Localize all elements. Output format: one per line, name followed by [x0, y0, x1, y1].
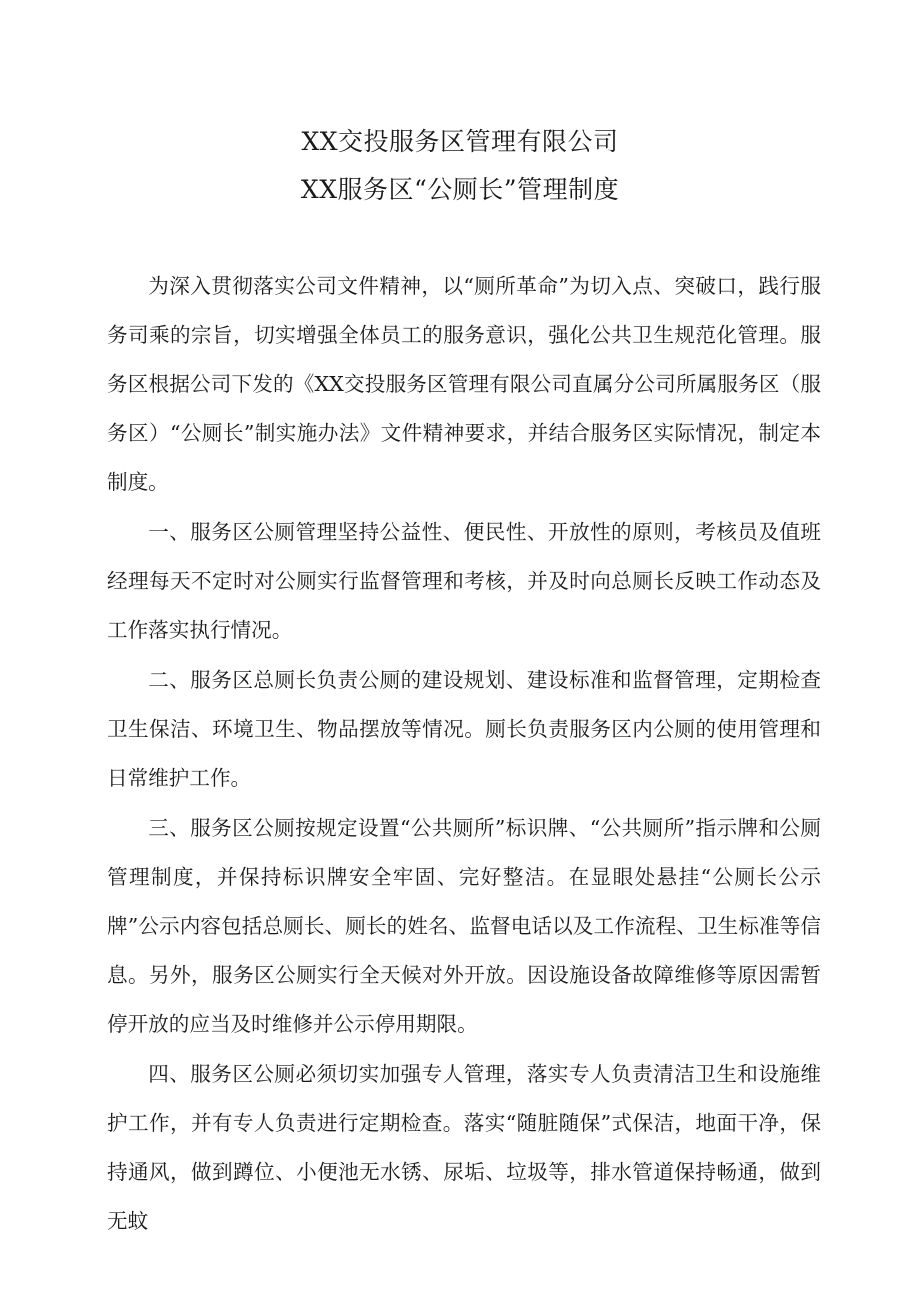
paragraph-intro: 为深入贯彻落实公司文件精神，以“厕所革命”为切入点、突破口，践行服务司乘的宗旨，切实增强全体员工的服务意识，强化公共卫生规范化管理。服务区根据公司下发的《XX交投服务区管理有限公司直属分公司所属服务区（服务区）“公厕长”制实施办法》文件精神要求，并结合服务区实际情况，制定本制度。	[107, 274, 821, 494]
document-title	[0, 118, 920, 214]
paragraph-clause-3: 三、服务区公厕按规定设置“公共厕所”标识牌、“公共厕所”指示牌和公厕管理制度，并保持标识牌安全牢固、完好整洁。在显眼处悬挂“公厕长公示牌”公示内容包括总厕长、厕长的姓名、监督电话以及工作流程、卫生标准等信息。另外，服务区公厕实行全天候对外开放。因设施设备故障维修等原因需暂停开放的应当及时维修并公示停用期限。	[107, 816, 821, 1036]
title-regulation: XX服务区“公厕长”管理制度	[300, 175, 620, 204]
paragraph-clause-1: 一、服务区公厕管理坚持公益性、便民性、开放性的原则，考核员及值班经理每天不定时对公厕实行监督管理和考核，并及时向总厕长反映工作动态及工作落实执行情况。	[107, 520, 821, 642]
paragraph-clause-2: 二、服务区总厕长负责公厕的建设规划、建设标准和监督管理，定期检查卫生保洁、环境卫生、物品摆放等情况。厕长负责服务区内公厕的使用管理和日常维护工作。	[107, 668, 821, 790]
document-body	[107, 262, 821, 1247]
paragraph-clause-4: 四、服务区公厕必须切实加强专人管理，落实专人负责清洁卫生和设施维护工作，并有专人负责进行定期检查。落实“随脏随保”式保洁，地面干净，保持通风，做到蹲位、小便池无水锈、尿垢、垃圾等，排水管道保持畅通，做到无蚊	[107, 1062, 821, 1233]
title-company: XX交投服务区管理有限公司	[301, 127, 619, 156]
